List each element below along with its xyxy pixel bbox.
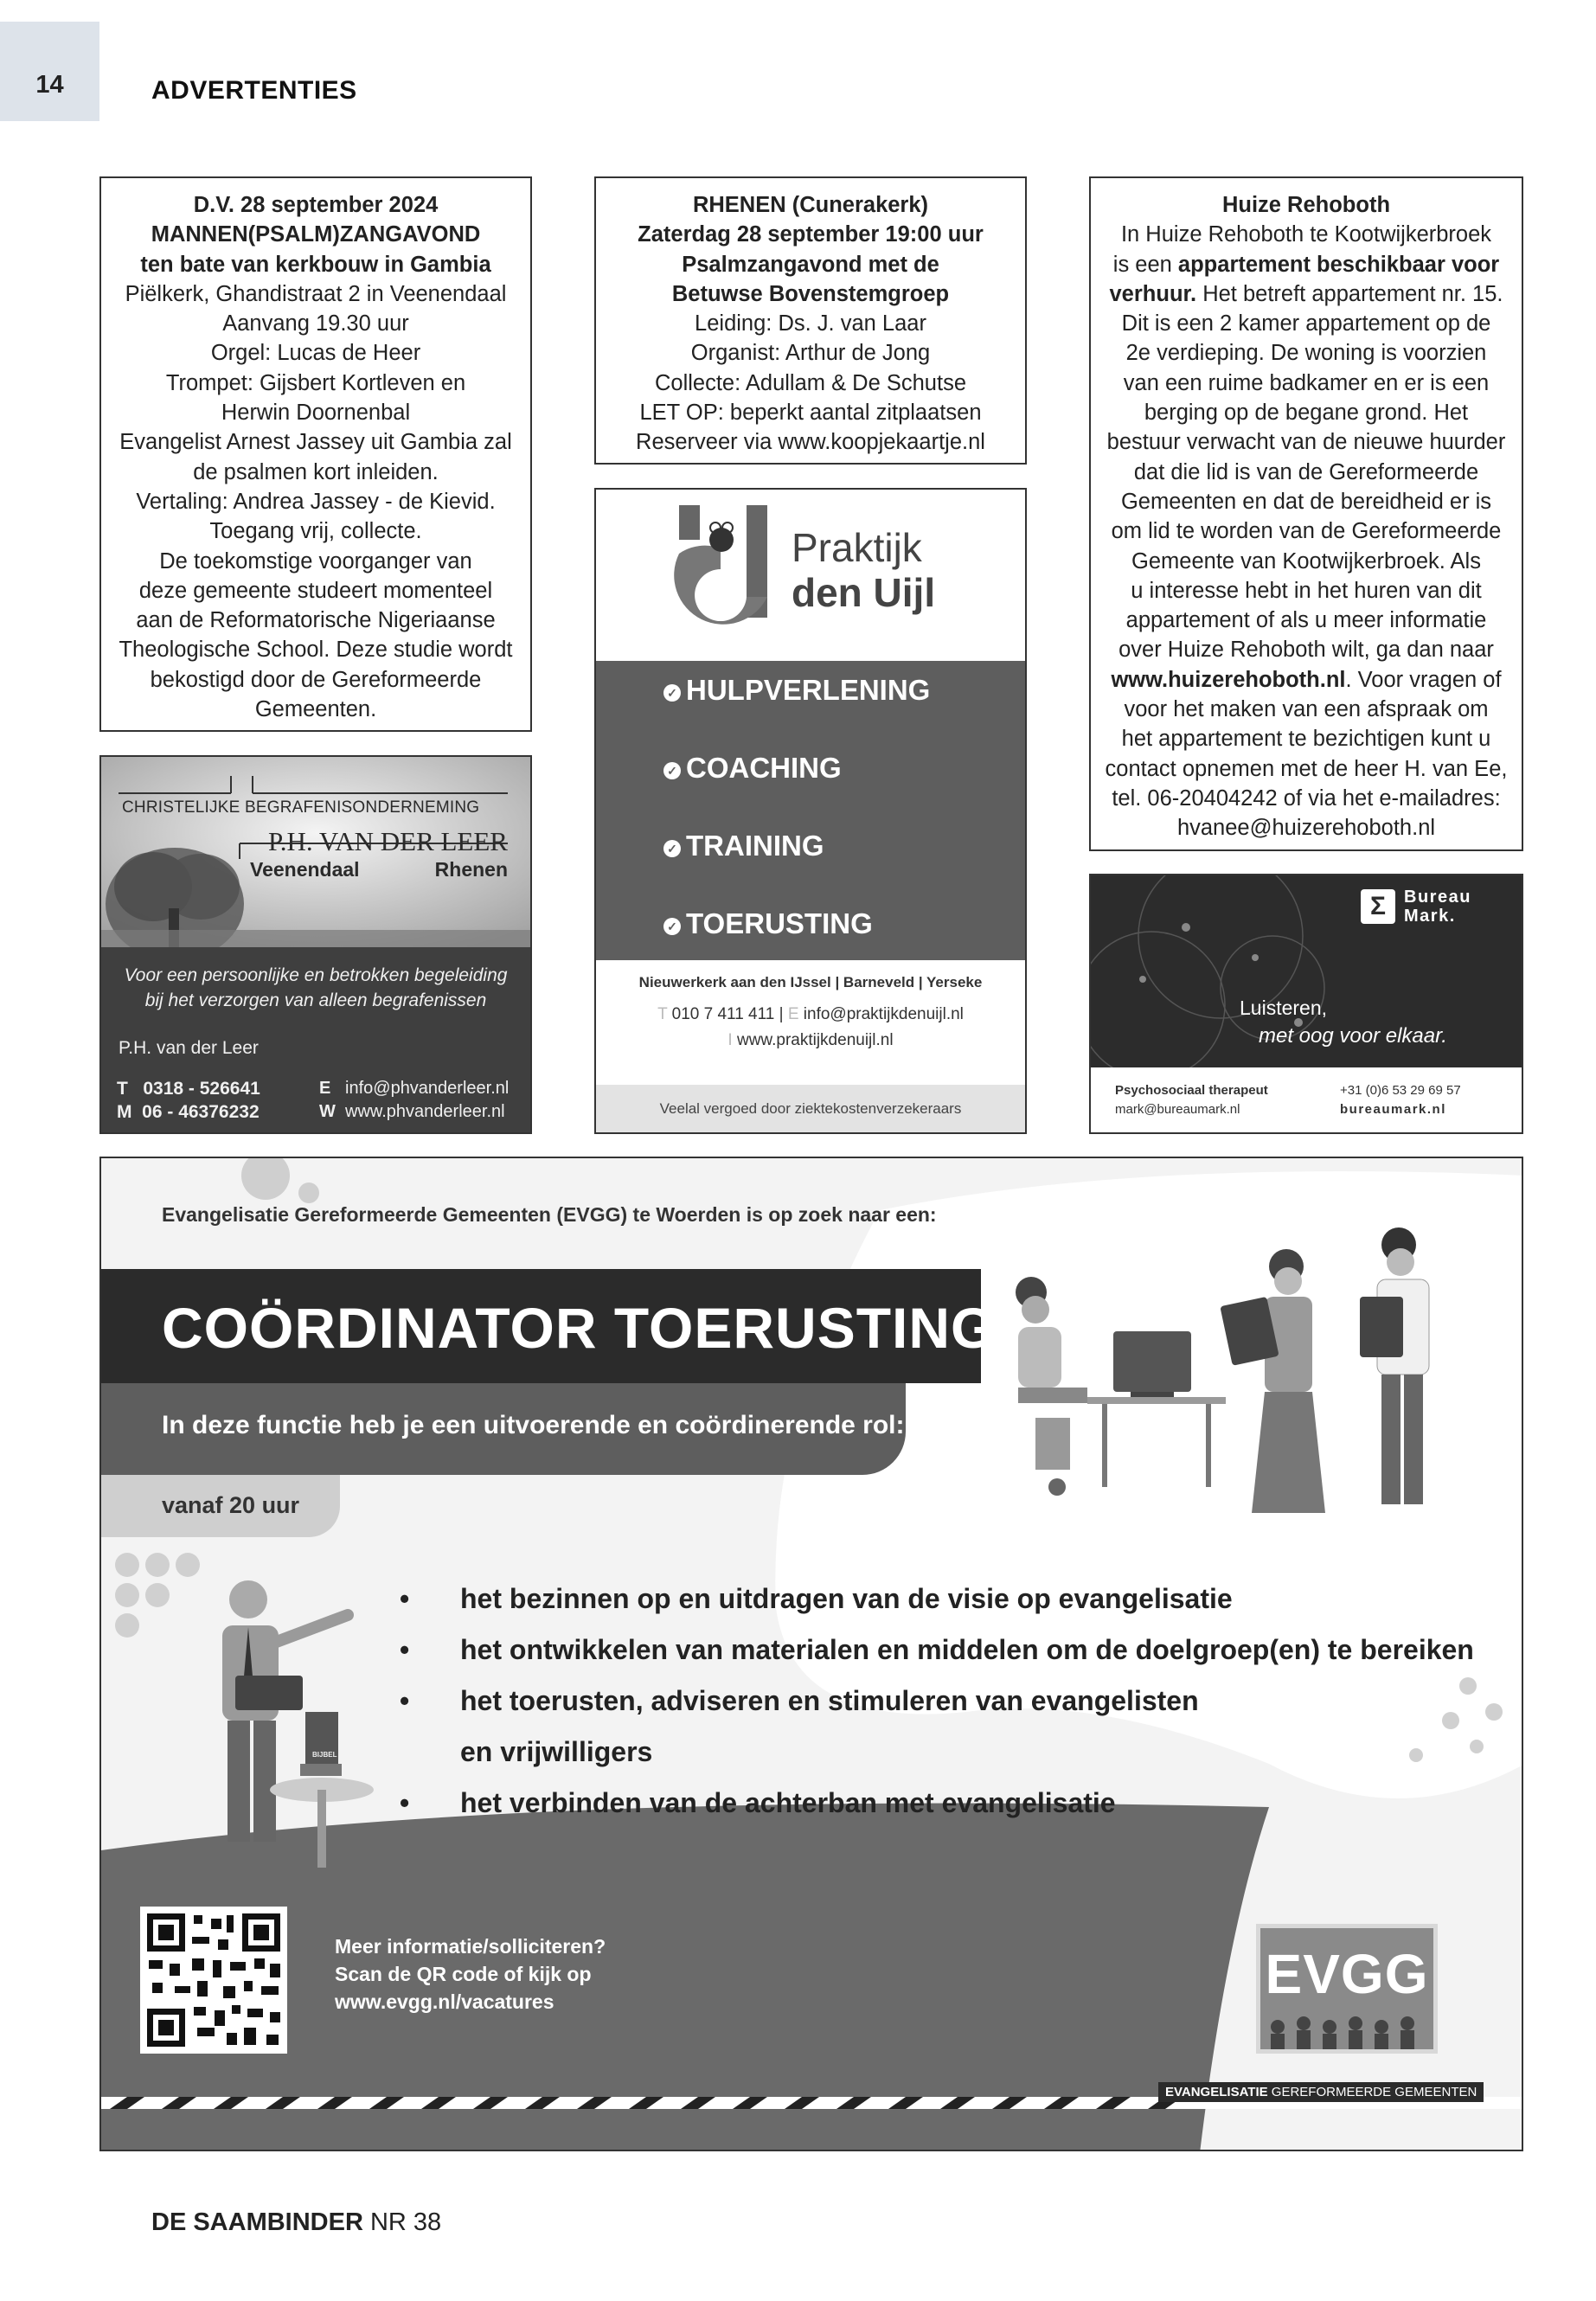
- ad-begrafenisonderneming: [99, 755, 532, 1134]
- services-panel: [596, 661, 1025, 960]
- ad-evgg-vacature: [99, 1157, 1523, 2151]
- ad3-line: van een ruime badkamer en er is een: [1123, 370, 1490, 395]
- ad1-line: Theologische School. Deze studie wordt: [119, 638, 513, 663]
- funeral-slogan: bij het verzorgen van alleen begrafenissen: [144, 990, 487, 1010]
- praktijk-website[interactable]: www.praktijkdenuijl.nl: [736, 1031, 894, 1049]
- ad2-line: Psalmzangavond met de: [682, 252, 939, 277]
- ad1-line: Herwin Doornenbal: [221, 401, 411, 426]
- bureau-brand-line1: Bureau: [1404, 888, 1471, 907]
- praktijk-brand-line1: Praktijk: [792, 525, 922, 570]
- chevron-circle-icon: ✓: [663, 918, 681, 935]
- vacancy-hours: vanaf 20 uur: [162, 1492, 300, 1518]
- ad2-line: Collecte: Adullam & De Schutse: [654, 370, 966, 395]
- info-line: Scan de QR code of kijk op: [335, 1963, 592, 1985]
- ad1-line: Evangelist Arnest Jassey uit Gambia zal: [119, 430, 512, 455]
- funeral-website[interactable]: www.phvanderleer.nl: [345, 1102, 505, 1121]
- evgg-logo-text: EVGG: [1265, 1943, 1429, 2005]
- vacancy-link[interactable]: www.evgg.nl/vacatures: [335, 1990, 554, 2013]
- ad1-line: deze gemeente studeert momenteel: [138, 578, 493, 603]
- task-item: • het toerusten, adviseren en stimuleren van evangelisten: [400, 1685, 1199, 1716]
- email-label: E: [787, 1005, 799, 1023]
- ad3-line: het appartement te bezichtigen kunt u: [1121, 727, 1491, 752]
- bureau-tagline-1: Luisteren,: [1240, 997, 1328, 1019]
- info-line: Meer informatie/solliciteren?: [335, 1935, 606, 1958]
- ad1-line: Piëlkerk, Ghandistraat 2 in Veenendaal: [125, 281, 507, 306]
- phone-label: T: [117, 1079, 128, 1099]
- funeral-city-1: Veenendaal: [250, 858, 360, 881]
- ad1-line: Aanvang 19.30 uur: [222, 311, 409, 336]
- praktijk-locations: Nieuwerkerk aan den IJssel | Barneveld | Yerseke: [638, 974, 983, 990]
- ad3-line: In Huize Rehoboth te Kootwijkerbroek: [1120, 222, 1492, 247]
- ad3-line: is een appartement beschikbaar voor: [1112, 252, 1500, 277]
- chevron-circle-icon: ✓: [663, 840, 681, 857]
- web-label: W: [319, 1102, 336, 1121]
- funeral-city-2: Rhenen: [434, 858, 508, 881]
- publication-footer: DE SAAMBINDER NR 38: [151, 2208, 442, 2236]
- ad3-line: www.huizerehoboth.nl. Voor vragen of: [1111, 667, 1502, 692]
- task-item-continued: en vrijwilligers: [460, 1736, 653, 1767]
- praktijk-note: Veelal vergoed door ziektekostenverzekeraars: [596, 1085, 1025, 1132]
- ad1-line: aan de Reformatorische Nigeriaanse: [136, 608, 496, 633]
- ad3-line: om lid te worden van de Gereformeerde: [1111, 519, 1502, 544]
- bureau-website[interactable]: bureaumark.nl: [1340, 1102, 1446, 1117]
- ad1-line: De toekomstige voorganger van: [159, 548, 472, 574]
- ad2-line: RHENEN (Cunerakerk): [692, 193, 929, 217]
- title-band: [101, 1269, 997, 1383]
- section-title: ADVERTENTIES: [151, 76, 357, 105]
- bureau-role: Psychosociaal therapeut: [1115, 1083, 1268, 1098]
- funeral-name: P.H. VAN DER LEER: [267, 826, 508, 856]
- book-label: BIJBEL: [312, 1751, 337, 1759]
- funeral-person: P.H. van der Leer: [119, 1038, 259, 1058]
- task-item: • het bezinnen op en uitdragen van de visie op evangelisatie: [400, 1583, 1233, 1614]
- owl-logo-icon: [674, 502, 778, 640]
- service-item: ✓ TRAINING: [663, 830, 824, 862]
- ad1-line: bekostigd door de Gereformeerde: [150, 667, 482, 692]
- service-item: ✓ TOERUSTING: [663, 907, 873, 940]
- contact-info: [335, 1932, 606, 2016]
- presenter-illustration: [162, 1574, 439, 1885]
- funeral-phone[interactable]: 0318 - 526641: [143, 1079, 260, 1099]
- evgg-logo: [1256, 1924, 1438, 2054]
- funeral-org-label: CHRISTELIJKE BEGRAFENISONDERNEMING: [122, 798, 480, 817]
- ad2-line: Reserveer via www.koopjekaartje.nl: [636, 430, 985, 455]
- ad2-line: Leiding: Ds. J. van Laar: [695, 311, 926, 336]
- ad2-line: Betuwse Bovenstemgroep: [671, 281, 950, 306]
- ad-praktijk-den-uijl: Praktijk den Uijl ✓ HULPVERLENING ✓ COACHING ✓ TRAINING ✓ TOERUSTING Nieuwerkerk aan den IJssel | Barneveld | Yerseke T 010 7 411 411 | E info@praktijkdenuijl.nl I www.praktijkdenuijl.nl Veelal vergoed door ziektekostenverzekeraars: [594, 488, 1027, 1134]
- funeral-email[interactable]: info@phvanderleer.nl: [345, 1079, 510, 1098]
- office-people-illustration: [1001, 1219, 1520, 1530]
- ad2-line: Zaterdag 28 september 19:00 uur: [638, 222, 984, 247]
- ad3-title: Huize Rehoboth: [1221, 193, 1391, 217]
- praktijk-email[interactable]: info@praktijkdenuijl.nl: [803, 1005, 964, 1023]
- ad3-line: dat die lid is van de Gereformeerde: [1133, 459, 1479, 484]
- ad3-line: hvanee@huizerehoboth.nl: [1176, 816, 1436, 841]
- qr-code-icon[interactable]: [140, 1907, 287, 2054]
- ad3-line: voor het maken van een afspraak om: [1124, 697, 1489, 722]
- ad1-line: Orgel: Lucas de Heer: [210, 341, 421, 366]
- ad1-line: D.V. 28 september 2024: [193, 193, 439, 217]
- ad1-line: ten bate van kerkbouw in Gambia: [140, 252, 491, 277]
- ad3-line: verhuur. Het betreft appartement nr. 15.: [1109, 281, 1503, 306]
- service-item: ✓ HULPVERLENING: [663, 674, 930, 707]
- bureau-tagline-2: met oog voor elkaar.: [1259, 1024, 1447, 1048]
- crowd-silhouette-icon: [1260, 2015, 1433, 2049]
- ad3-line: contact opnemen met de heer H. van Ee,: [1105, 756, 1508, 781]
- ad3-line: u interesse hebt in het huren van dit: [1131, 578, 1482, 603]
- praktijk-phone[interactable]: 010 7 411 411: [671, 1005, 775, 1023]
- bureau-brand-line2: Mark.: [1404, 907, 1456, 926]
- page-number: 14: [35, 71, 64, 99]
- hours-band: [101, 1475, 340, 1537]
- task-item: • het ontwikkelen van materialen en middelen om de doelgroep(en) te bereiken: [400, 1634, 1474, 1665]
- web-label: I: [727, 1031, 733, 1049]
- ad1-line: de psalmen kort inleiden.: [193, 459, 439, 484]
- ad3-line: bestuur verwacht van de nieuwe huurder: [1106, 430, 1506, 455]
- ad3-line: 2e verdieping. De woning is voorzien: [1125, 341, 1487, 366]
- subtitle-band: [101, 1383, 906, 1475]
- ad3-line: Dit is een 2 kamer appartement op de: [1121, 311, 1491, 336]
- phone-label: T: [657, 1005, 668, 1023]
- ad3-line: appartement of als u meer informatie: [1125, 608, 1487, 633]
- email-label: E: [319, 1079, 331, 1098]
- bureau-mark-logo-icon: Σ: [1361, 889, 1395, 924]
- bureau-phone[interactable]: +31 (0)6 53 29 69 57: [1340, 1083, 1461, 1098]
- ad-mannenzangavond: [99, 176, 532, 732]
- ad1-line: Gemeenten.: [254, 697, 377, 722]
- service-item: ✓ COACHING: [663, 752, 842, 785]
- ad3-line: tel. 06-20404242 of via het e-mailadres:: [1112, 785, 1501, 811]
- bureau-email[interactable]: mark@bureaumark.nl: [1115, 1102, 1240, 1117]
- ad2-line: LET OP: beperkt aantal zitplaatsen: [639, 401, 982, 426]
- ad2-line: Organist: Arthur de Jong: [690, 341, 931, 366]
- ad-bureau-mark: [1089, 874, 1523, 1134]
- vacancy-subtitle: In deze functie heb je een uitvoerende en coördinerende rol:: [162, 1411, 905, 1439]
- ad1-line: Vertaling: Andrea Jassey - de Kievid.: [136, 489, 496, 514]
- praktijk-brand-line2: den Uijl: [792, 570, 936, 615]
- ad1-line: MANNEN(PSALM)ZANGAVOND: [151, 222, 481, 247]
- ad-huize-rehoboth: [1089, 176, 1523, 851]
- ad-rhenen-psalmzangavond: [594, 176, 1027, 465]
- ad3-line: Gemeenten en dat de bereidheid er is: [1120, 489, 1492, 514]
- vacancy-title: COÖRDINATOR TOERUSTING: [162, 1296, 997, 1360]
- evgg-logo-subtitle: EVANGELISATIE GEREFORMEERDE GEMEENTEN: [1158, 2082, 1484, 2102]
- chevron-circle-icon: ✓: [663, 684, 681, 702]
- ad1-line: Trompet: Gijsbert Kortleven en: [165, 370, 466, 395]
- mobile-label: M: [117, 1102, 132, 1122]
- evgg-intro: Evangelisatie Gereformeerde Gemeenten (EVGG) te Woerden is op zoek naar een:: [162, 1203, 937, 1226]
- misty-tree-photo: [101, 757, 530, 947]
- task-item: • het verbinden van de achterban met evangelisatie: [400, 1787, 1116, 1818]
- ad1-line: Toegang vrij, collecte.: [209, 519, 422, 544]
- funeral-slogan: Voor een persoonlijke en betrokken begeleiding: [124, 965, 508, 985]
- ad3-line: over Huize Rehoboth wilt, ga dan naar: [1118, 638, 1494, 663]
- ad3-line: Gemeente van Kootwijkerbroek. Als: [1131, 548, 1481, 574]
- chevron-circle-icon: ✓: [663, 762, 681, 779]
- tasks-list: [400, 1574, 1474, 1829]
- ad3-line: berging op de begane grond. Het: [1144, 401, 1469, 426]
- funeral-mobile[interactable]: 06 - 46376232: [142, 1102, 260, 1122]
